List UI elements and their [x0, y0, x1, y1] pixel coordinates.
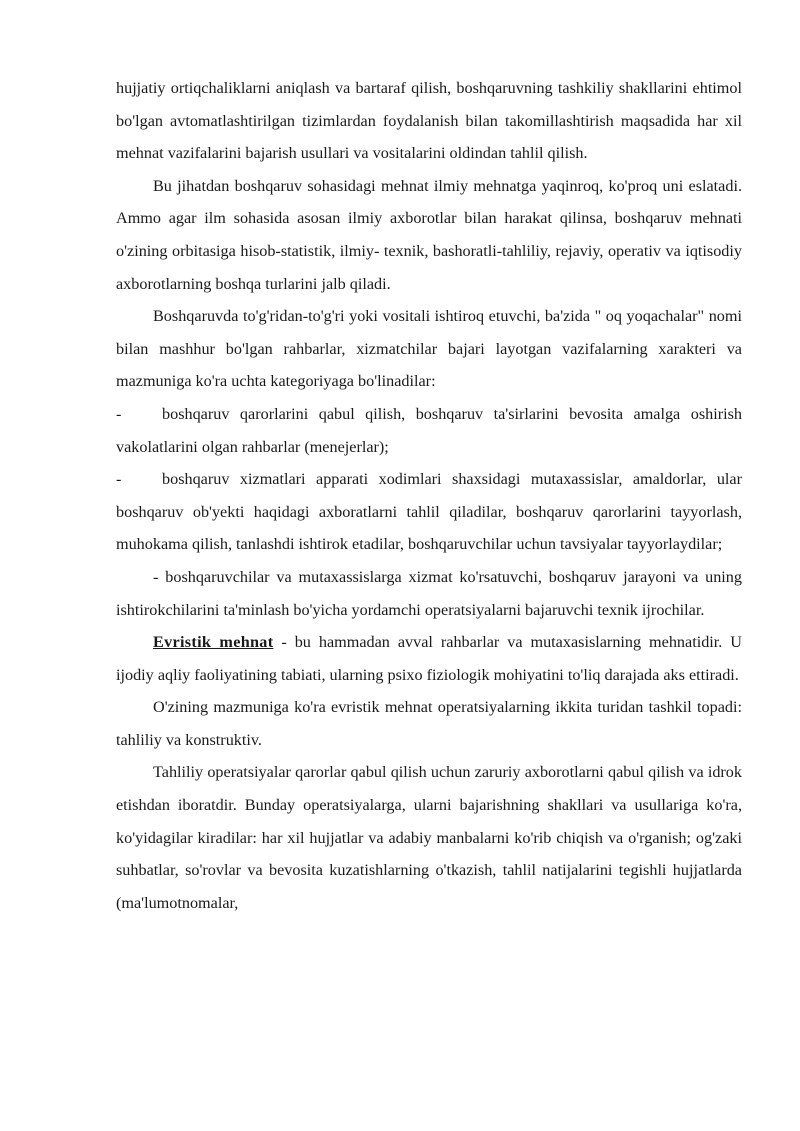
list-item-text: boshqaruv qarorlarini qabul qilish, boshqaruv ta'sirlarini bevosita amalga oshirish vakolatlarini olgan rahbarlar (menejerlar);: [116, 404, 742, 456]
list-item-mutaxassislar: [116, 463, 742, 561]
list-dash: -: [116, 470, 122, 489]
list-item-rahbarlar: [116, 398, 742, 463]
list-item-text: boshqaruv xizmatlari apparati xodimlari shaxsidagi mutaxassislar, amaldorlar, ular boshqaruv ob'yekti haqidagi axboratlarni tahlil qiladilar, boshqaruv qarorlarini tayyorlash, muhokama qilish, tanlashdi ishtirok etadilar, boshqaruvchilar uchun tavsiyalar tayyorlaydilar;: [116, 470, 742, 554]
list-dash: -: [116, 404, 122, 423]
paragraph-kategoriyalar: Boshqaruvda to'g'ridan-to'g'ri yoki vositali ishtiroq etuvchi, ba'zida " oq yoqachalar" nomi bilan mashhur bo'lgan rahbarlar, xizmatchilar bajari layotgan vazifalarning xarakteri va mazmuniga ko'ra uchta kategoriyaga bo'linadilar:: [116, 307, 742, 391]
paragraph-operatsiyalar-turlari: O'zining mazmuniga ko'ra evristik mehnat operatsiyalarning ikkita turidan tashkil topadi: tahliliy va konstruktiv.: [116, 698, 742, 749]
term-definition: - bu hammadan avval rahbarlar va mutaxasislarning mehnatidir. U ijodiy aqliy faoliyatining tabiati, ularning psixo fiziologik mohiyatini to'liq darajada aks ettiradi.: [116, 633, 742, 684]
paragraph-evristik-mehnat: [116, 626, 742, 691]
paragraph-continuation: hujjatiy ortiqchaliklarni aniqlash va bartaraf qilish, boshqaruvning tashkiliy shakllarini ehtimol bo'lgan avtomatlashtirilgan tizimlardan foydalanish bilan takomillashtirish maqsadida har xil mehnat vazifalarini bajarish usullari va vositalarini oldindan tahlil qilish.: [116, 79, 742, 163]
list-item-texnik-ijrochilar: - boshqaruvchilar va mutaxassislarga xizmat ko'rsatuvchi, boshqaruv jarayoni va uning ishtirokchilarini ta'minlash bo'yicha yordamchi operatsiyalarni bajaruvchi texnik ijrochilar.: [116, 567, 742, 619]
paragraph-tahliliy-operatsiyalar: Tahliliy operatsiyalar qarorlar qabul qilish uchun zaruriy axborotlarni qabul qilish va idrok etishdan iboratdir. Bunday operatsiyalarga, ularni bajarishning shakllari va usullariga ko'ra, ko'yidagilar kiradilar: har xil hujjatlar va adabiy manbalarni ko'rib chiqish va o'rganish; og'zaki suhbatlar, so'rovlar va bevosita kuzatishlarning o'tkazish, tahlil natijalarini tegishli hujjatlarda (ma'lumotnomalar,: [116, 763, 742, 912]
paragraph-boshqaruv-sohasi: Bu jihatdan boshqaruv sohasidagi mehnat ilmiy mehnatga yaqinroq, ko'proq uni eslatadi. Ammo agar ilm sohasida asosan ilmiy axborotlar bilan harakat qilinsa, boshqaruv mehnati o'zining orbitasiga hisob-statistik, ilmiy- texnik, bashoratli-tahliliy, rejaviy, operativ va iqtisodiy axborotlarning boshqa turlarini jalb qiladi.: [116, 176, 742, 293]
document-page: [116, 72, 742, 919]
term-evristik-mehnat: Evristik mehnat: [153, 633, 274, 652]
